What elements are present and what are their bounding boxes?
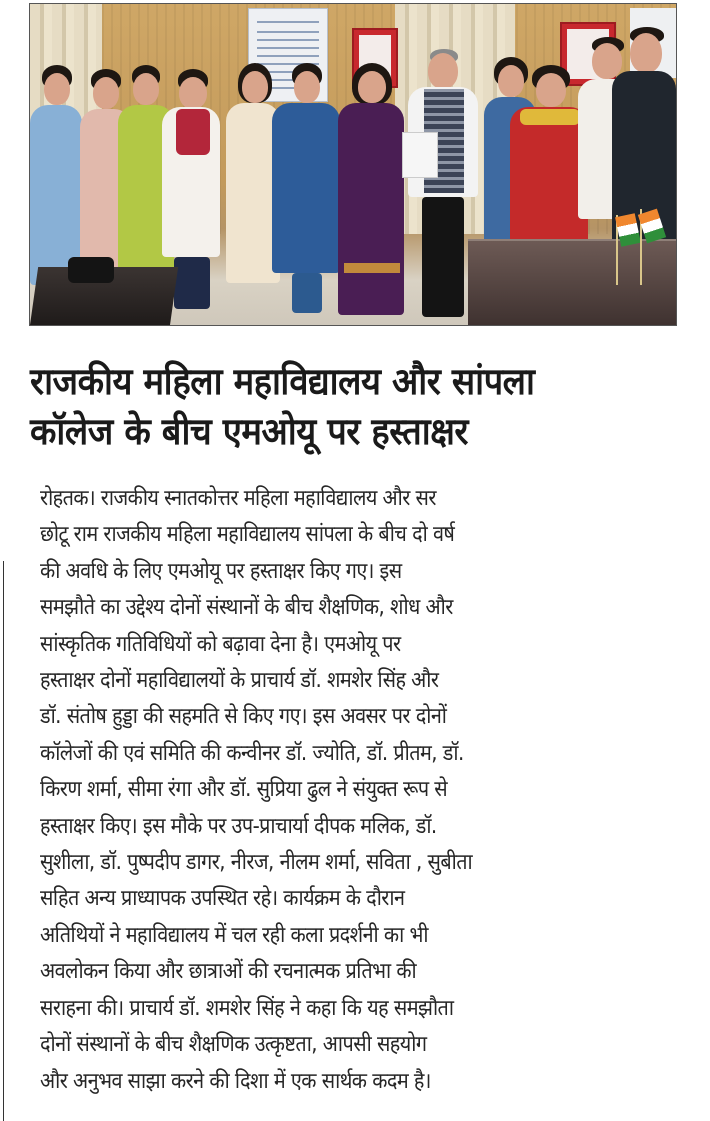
- article-line: हस्ताक्षर किए। इस मौके पर उप-प्राचार्या दीपक मलिक, डॉ.: [40, 813, 437, 839]
- article-line: अतिथियों ने महाविद्यालय में चल रही कला प्रदर्शनी का भी: [40, 922, 428, 948]
- article-line: छोटू राम राजकीय महिला महाविद्यालय सांपला के बीच दो वर्ष: [40, 522, 455, 548]
- news-photo: [29, 3, 677, 326]
- handbag: [68, 257, 114, 283]
- article-line: और अनुभव साझा करने की दिशा में एक सार्थक कदम है।: [40, 1068, 431, 1094]
- column-divider: [3, 561, 4, 1121]
- headline-line-2: कॉलेज के बीच एमओयू पर हस्ताक्षर: [30, 410, 469, 453]
- person: [270, 63, 342, 325]
- desk: [468, 239, 676, 325]
- article-line: सराहना की। प्राचार्य डॉ. शमशेर सिंह ने कहा कि यह समझौता: [40, 995, 454, 1021]
- article-line: की अवधि के लिए एमओयू पर हस्ताक्षर किए गए। इस: [40, 558, 402, 584]
- article-body: [40, 481, 680, 1100]
- article-line: किरण शर्मा, सीमा रंगा और डॉ. सुप्रिया ढुल ने संयुक्त रूप से: [40, 777, 448, 803]
- headline-line-1: राजकीय महिला महाविद्यालय और सांपला: [30, 360, 535, 403]
- article-line: समझौते का उद्देश्य दोनों संस्थानों के बीच शैक्षणिक, शोध और: [40, 595, 453, 621]
- signed-mou-document: [402, 132, 438, 178]
- article-line: सुशीला, डॉ. पुष्पदीप डागर, नीरज, नीलम शर्मा, सविता , सुबीता: [40, 850, 473, 876]
- article-line: रोहतक। राजकीय स्नातकोत्तर महिला महाविद्यालय और सर: [40, 486, 436, 511]
- article-line: दोनों संस्थानों के बीच शैक्षणिक उत्कृष्टता, आपसी सहयोग: [40, 1032, 427, 1058]
- person: [336, 63, 408, 325]
- article-line: सांस्कृतिक गतिविधियों को बढ़ावा देना है। एमओयू पर: [40, 631, 401, 657]
- headline: [30, 357, 644, 457]
- article-line: कॉलेजों की एवं समिति की कन्वीनर डॉ. ज्योति, डॉ. प्रीतम, डॉ.: [40, 740, 464, 766]
- article-line: हस्ताक्षर दोनों महाविद्यालयों के प्राचार्य डॉ. शमशेर सिंह और: [40, 668, 439, 694]
- article-line: डॉ. संतोष हुड्डा की सहमति से किए गए। इस अवसर पर दोनों: [40, 704, 447, 730]
- article-line: सहित अन्य प्राध्यापक उपस्थित रहे। कार्यक्रम के दौरान: [40, 886, 405, 912]
- article-line: अवलोकन किया और छात्राओं की रचनात्मक प्रतिभा की: [40, 959, 417, 985]
